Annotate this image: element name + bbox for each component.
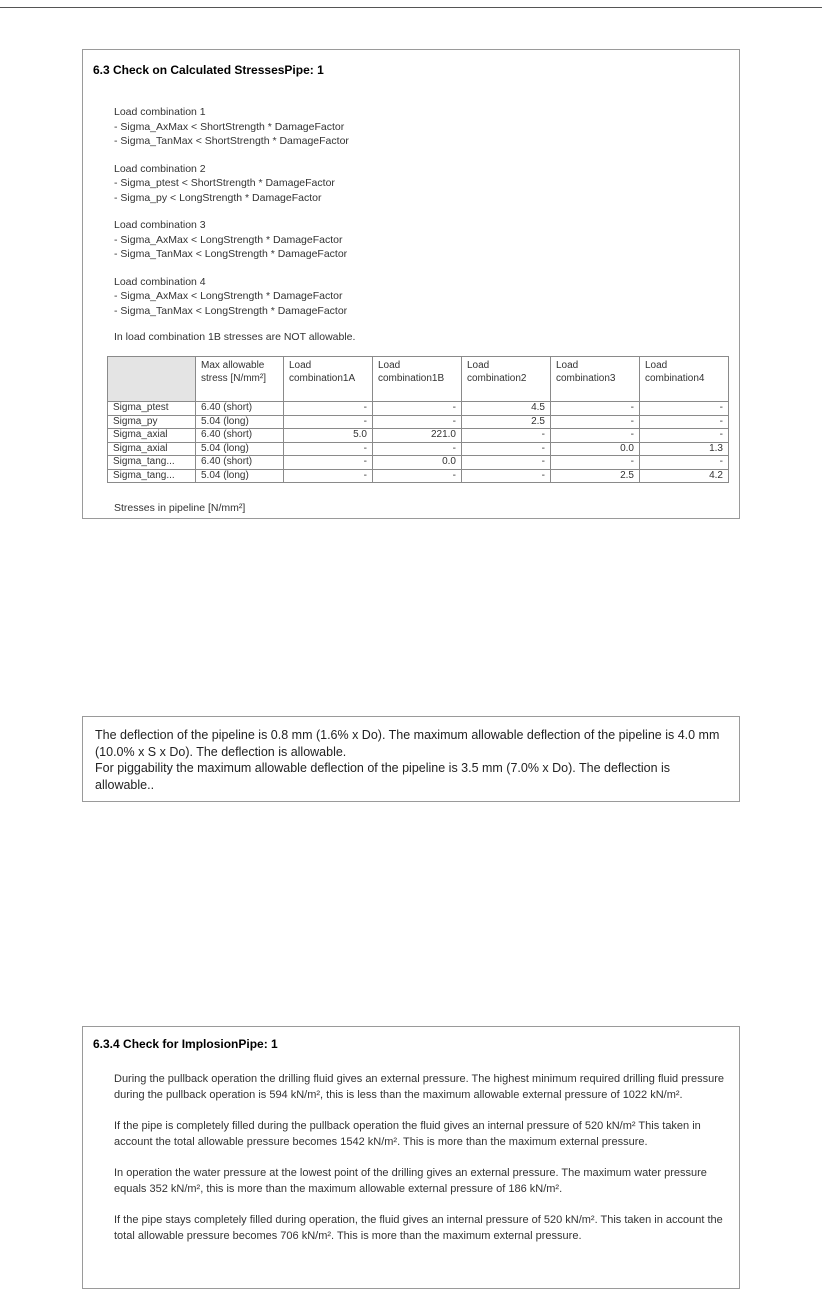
piggability-statement: For piggability the maximum allowable deflection of the pipeline is 3.5 mm (7.0% x Do). The deflection is allowable..: [95, 761, 671, 792]
table-row: [108, 415, 729, 429]
implosion-panel: [82, 1026, 740, 1289]
load-combination-4: [114, 275, 714, 319]
deflection-text: [95, 727, 727, 793]
table-cell: 2.5: [551, 469, 640, 483]
load-combination-rule: - Sigma_TanMax < ShortStrength * DamageFactor: [114, 135, 349, 147]
page-header-rule: [0, 7, 822, 8]
table-cell: Sigma_tang...: [108, 469, 196, 483]
table-cell: -: [551, 429, 640, 443]
table-cell: 6.40 (short): [196, 429, 284, 443]
column-header: Load combination1A: [284, 357, 373, 402]
table-cell: 1.3: [640, 442, 729, 456]
table-cell: 0.0: [551, 442, 640, 456]
column-header: Load combination3: [551, 357, 640, 402]
table-cell: Sigma_axial: [108, 442, 196, 456]
table-cell: -: [462, 429, 551, 443]
table-cell: -: [284, 456, 373, 470]
load-combination-rule: - Sigma_AxMax < LongStrength * DamageFactor: [114, 233, 343, 246]
table-cell: -: [284, 402, 373, 416]
load-combination-rule: - Sigma_AxMax < LongStrength * DamageFactor: [114, 290, 343, 302]
table-cell: -: [462, 469, 551, 483]
table-cell: Sigma_py: [108, 415, 196, 429]
table-cell: -: [284, 415, 373, 429]
load-combination-rule: - Sigma_ptest < ShortStrength * DamageFactor: [114, 177, 335, 189]
load-combination-2: [114, 162, 714, 206]
table-cell: Sigma_tang...: [108, 456, 196, 470]
table-cell: -: [640, 429, 729, 443]
table-cell: -: [640, 456, 729, 470]
table-row: [108, 456, 729, 470]
table-cell: Sigma_ptest: [108, 402, 196, 416]
table-cell: -: [284, 442, 373, 456]
column-header: Max allowable stress [N/mm²]: [196, 357, 284, 402]
load-combination-rule: - Sigma_py < LongStrength * DamageFactor: [114, 191, 322, 204]
table-row: [108, 469, 729, 483]
load-combination-rule: - Sigma_TanMax < LongStrength * DamageFactor: [114, 248, 348, 260]
table-cell: 5.04 (long): [196, 469, 284, 483]
table-cell: 2.5: [462, 415, 551, 429]
load-combination-label: Load combination 1: [114, 106, 206, 118]
column-header: Load combination2: [462, 357, 551, 402]
load-combination-label: Load combination 3: [114, 219, 206, 231]
column-header: [108, 357, 196, 402]
table-cell: -: [284, 469, 373, 483]
column-header: Load combination4: [640, 357, 729, 402]
load-combination-label: Load combination 4: [114, 275, 206, 288]
deflection-panel: [82, 716, 740, 802]
deflection-statement: The deflection of the pipeline is 0.8 mm (1.6% x Do). The maximum allowable deflection of the pipeline is 4.0 mm (10.0% x S x Do). The deflection is allowable.: [95, 728, 720, 759]
table-cell: 221.0: [373, 429, 462, 443]
table-cell: 5.0: [284, 429, 373, 443]
table-cell: 5.04 (long): [196, 442, 284, 456]
table-row: [108, 442, 729, 456]
table-cell: -: [551, 456, 640, 470]
load-combination-rule: - Sigma_AxMax < ShortStrength * DamageFactor: [114, 120, 345, 133]
implosion-paragraph: During the pullback operation the drilling fluid gives an external pressure. The highest minimum required drilling fluid pressure during the pullback operation is 594 kN/m², this is less than the maximum allowable external pressure of 1022 kN/m².: [114, 1073, 725, 1101]
table-row: [108, 402, 729, 416]
implosion-paragraph: If the pipe stays completely filled during operation, the fluid gives an internal pressure of 520 kN/m². This taken in account the total allowable pressure becomes 706 kN/m². This is more than the maximum external pressure.: [114, 1214, 723, 1242]
load-combination-1: [114, 105, 714, 149]
table-cell: -: [462, 442, 551, 456]
table-cell: -: [551, 402, 640, 416]
table-cell: -: [373, 442, 462, 456]
table-cell: 5.04 (long): [196, 415, 284, 429]
load-combination-rule: - Sigma_TanMax < LongStrength * DamageFactor: [114, 304, 348, 317]
table-cell: 6.40 (short): [196, 456, 284, 470]
stress-check-title: 6.3 Check on Calculated StressesPipe: 1: [93, 63, 324, 77]
stress-note: In load combination 1B stresses are NOT allowable.: [114, 331, 356, 343]
load-combination-3: [114, 218, 714, 262]
implosion-paragraph: If the pipe is completely filled during the pullback operation the fluid gives an internal pressure of 520 kN/m² This taken in account the total allowable pressure becomes 1542 kN/m². This is more than the maximum external pressure.: [114, 1120, 701, 1148]
table-cell: 0.0: [373, 456, 462, 470]
table-cell: -: [462, 456, 551, 470]
table-cell: -: [551, 415, 640, 429]
implosion-paragraph: In operation the water pressure at the lowest point of the drilling gives an external pressure. The maximum water pressure equals 352 kN/m², this is more than the maximum allowable external pressure of 186 kN/m².: [114, 1167, 707, 1195]
stress-check-panel: [82, 49, 740, 519]
table-cell: -: [640, 402, 729, 416]
table-cell: -: [373, 469, 462, 483]
table-caption: Stresses in pipeline [N/mm²]: [114, 502, 246, 514]
table-cell: -: [373, 415, 462, 429]
table-cell: 4.2: [640, 469, 729, 483]
table-cell: Sigma_axial: [108, 429, 196, 443]
table-cell: -: [373, 402, 462, 416]
stress-table: [107, 356, 729, 483]
load-combination-list: [114, 105, 714, 331]
table-cell: 6.40 (short): [196, 402, 284, 416]
column-header: Load combination1B: [373, 357, 462, 402]
table-row: [108, 429, 729, 443]
table-cell: -: [640, 415, 729, 429]
implosion-body: [114, 1071, 724, 1259]
load-combination-label: Load combination 2: [114, 162, 206, 175]
table-header-row: [108, 357, 729, 402]
implosion-title: 6.3.4 Check for ImplosionPipe: 1: [93, 1037, 278, 1051]
table-cell: 4.5: [462, 402, 551, 416]
